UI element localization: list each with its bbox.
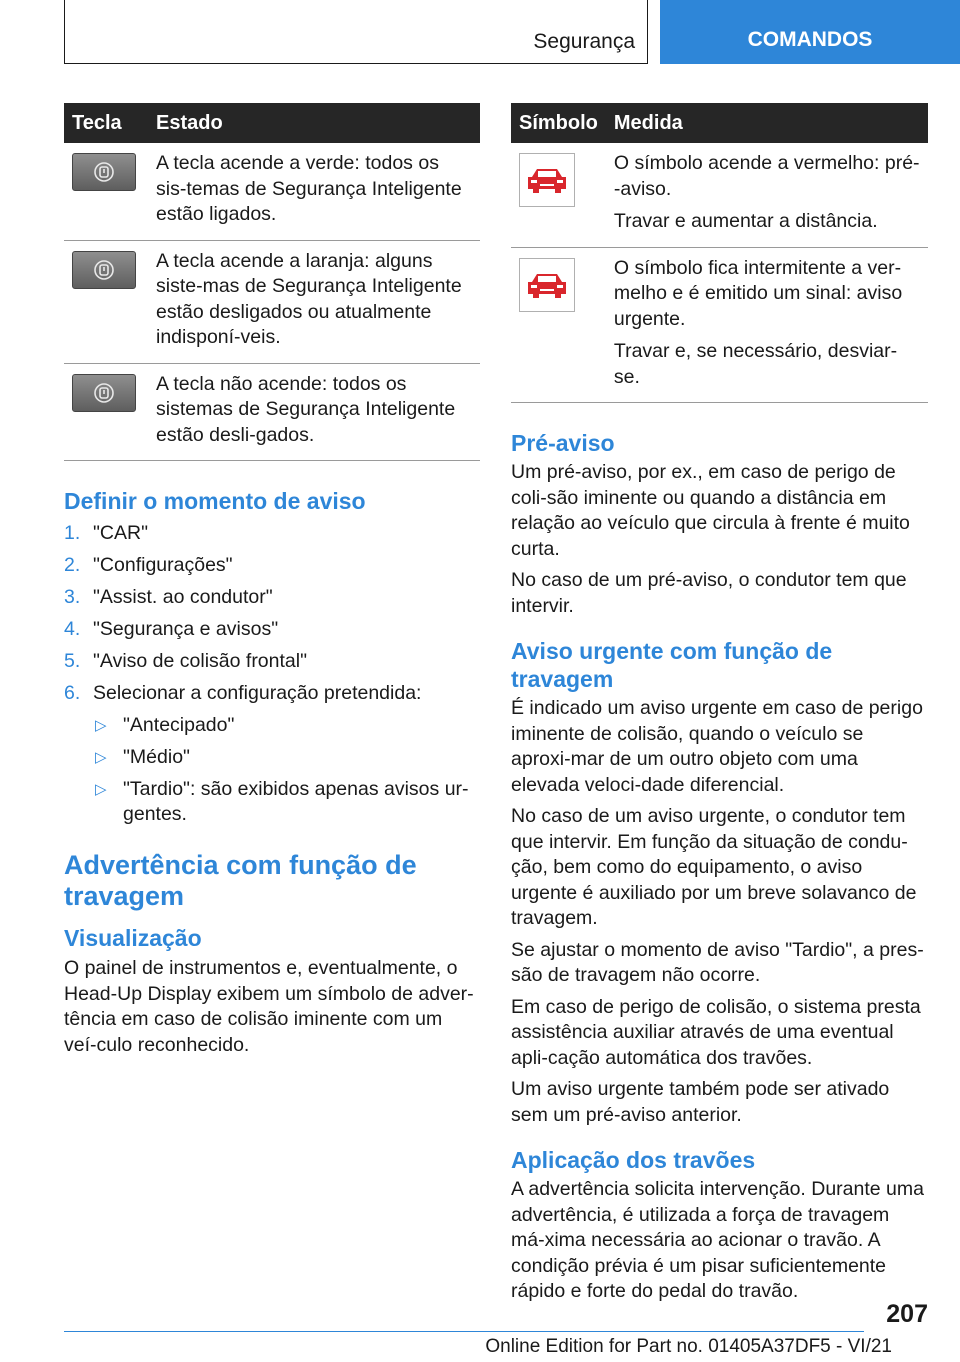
heading-braking-warning: Advertência com função de travagem bbox=[64, 850, 417, 911]
red-car-warning-icon bbox=[519, 258, 575, 312]
brakes-paragraph: A advertência solicita intervenção. Durante uma advertência, é utilizada a força de travagem má-xima necessária ao acionar o travão. A condição prévia é um pisar suficientemente rápido e forte do pedal do travão. bbox=[511, 1178, 924, 1302]
table-row bbox=[64, 240, 480, 363]
urgent-paragraph-3: Se ajustar o momento de aviso "Tardio", a pres-são de travagem não ocorre. bbox=[511, 938, 924, 986]
prewarning-paragraph-1: Um pré-aviso, por ex., em caso de perigo de coli-são iminente ou quando a distância em relação ao veículo que circula à frente é muito curta. bbox=[511, 461, 910, 560]
list-item: 6. Selecionar a configuração pretendida: ▷ "Antecipado" ▷ "Médio" ▷ "Tardio": são exibidos apenas avisos ur-gentes. bbox=[64, 681, 480, 828]
heading-display: Visualização bbox=[64, 925, 202, 951]
measure-text: Travar e, se necessário, desviar-se. bbox=[613, 340, 898, 388]
options-list bbox=[93, 713, 480, 828]
heading-brakes: Aplicação dos travões bbox=[511, 1147, 756, 1173]
page-number: 207 bbox=[886, 1300, 928, 1328]
state-text: A tecla acende a verde: todos os sis-temas de Segurança Inteligente estão ligados. bbox=[156, 152, 462, 225]
steps-list bbox=[64, 521, 480, 828]
table-row bbox=[511, 247, 928, 403]
list-item: 4. "Segurança e avisos" bbox=[64, 618, 279, 640]
chapter-tab[interactable] bbox=[660, 0, 960, 64]
urgent-paragraph-1: É indicado um aviso urgente em caso de perigo iminente de colisão, quando o veículo se aproxi-mar de um outro objeto com uma elevada veloci-dade diferencial. bbox=[511, 697, 923, 796]
list-item: 2. "Configurações" bbox=[64, 554, 233, 576]
list-item: 3. "Assist. ao condutor" bbox=[64, 586, 273, 608]
safety-button-icon bbox=[72, 251, 136, 289]
table-row bbox=[511, 143, 928, 247]
urgent-paragraph-5: Um aviso urgente também pode ser ativado sem um pré-aviso anterior. bbox=[511, 1078, 890, 1126]
list-item: 5. "Aviso de colisão frontal" bbox=[64, 650, 308, 672]
section-title: Segurança bbox=[533, 30, 635, 53]
symbol-measure-table bbox=[511, 103, 928, 403]
heading-prewarning: Pré-aviso bbox=[511, 430, 615, 456]
edition-text: Online Edition for Part no. 01405A37DF5 - VI/21 bbox=[485, 1336, 892, 1357]
prewarning-paragraph-2: No caso de um pré-aviso, o condutor tem que intervir. bbox=[511, 569, 907, 617]
state-column-header: Estado bbox=[148, 103, 480, 143]
state-text: A tecla acende a laranja: alguns siste-mas de Segurança Inteligente estão desligados ou atualmente indisponí-veis. bbox=[156, 249, 462, 348]
state-text: A tecla não acende: todos os sistemas de Segurança Inteligente estão desli-gados. bbox=[156, 372, 456, 446]
key-state-table bbox=[64, 103, 480, 461]
triangle-bullet-icon: ▷ bbox=[95, 780, 107, 798]
measure-text: Travar e aumentar a distância. bbox=[613, 210, 878, 232]
measure-column-header: Medida bbox=[606, 103, 928, 143]
chapter-tab-label: COMANDOS bbox=[747, 28, 873, 51]
triangle-bullet-icon: ▷ bbox=[95, 716, 107, 734]
option-item: ▷ "Tardio": são exibidos apenas avisos ur-gentes. bbox=[95, 777, 469, 825]
safety-button-icon bbox=[72, 374, 136, 412]
measure-text: O símbolo fica intermitente a ver-melho e é emitido um sinal: aviso urgente. bbox=[613, 256, 903, 330]
header-box bbox=[64, 0, 648, 64]
footer-divider bbox=[64, 1331, 864, 1332]
heading-urgent-warning: Aviso urgente com função de travagem bbox=[511, 638, 833, 692]
left-column bbox=[64, 103, 480, 1058]
red-car-warning-icon bbox=[519, 153, 575, 207]
heading-warning-time: Definir o momento de aviso bbox=[64, 488, 366, 514]
urgent-paragraph-4: Em caso de perigo de colisão, o sistema presta assistência auxiliar através de uma eventual apli-cação automática dos travões. bbox=[511, 995, 921, 1069]
measure-text: O símbolo acende a vermelho: pré--aviso. bbox=[613, 152, 920, 200]
table-row bbox=[64, 363, 480, 461]
symbol-column-header: Símbolo bbox=[511, 103, 606, 143]
urgent-paragraph-2: No caso de um aviso urgente, o condutor tem que intervir. Em função da situação de condu-ção, bem como do equipamento, o aviso urgente é auxiliado por um breve solavanco de travagem. bbox=[511, 805, 917, 929]
key-column-header: Tecla bbox=[64, 103, 148, 143]
option-item: ▷ "Médio" bbox=[93, 745, 480, 771]
safety-button-icon bbox=[72, 153, 136, 191]
display-paragraph: O painel de instrumentos e, eventualmente, o Head-Up Display exibem um símbolo de adver-tência em caso de colisão iminente com um veí-culo reconhecido. bbox=[64, 957, 474, 1056]
right-column bbox=[511, 103, 928, 1305]
list-item: 1. "CAR" bbox=[64, 522, 149, 544]
table-row bbox=[64, 143, 480, 240]
triangle-bullet-icon: ▷ bbox=[95, 748, 107, 766]
option-item: ▷ "Antecipado" bbox=[93, 713, 480, 739]
